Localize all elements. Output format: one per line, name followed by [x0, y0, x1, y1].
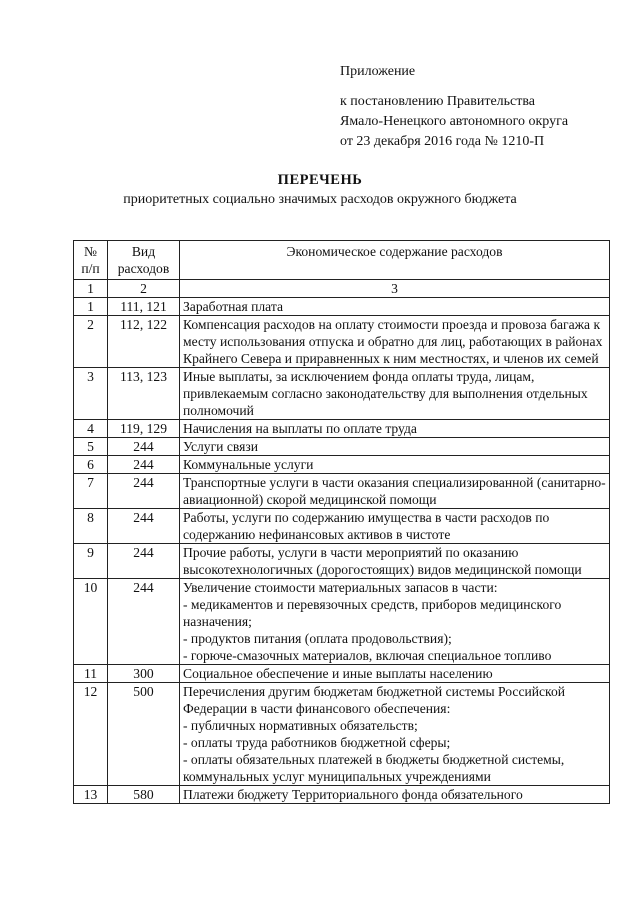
row-num: 1 [74, 298, 108, 316]
row-code: 244 [108, 438, 180, 456]
row-code: 580 [108, 786, 180, 804]
row-num: 3 [74, 368, 108, 420]
row-code: 244 [108, 474, 180, 509]
row-desc: Заработная плата [180, 298, 610, 316]
row-num: 11 [74, 665, 108, 683]
column-number-row [74, 280, 610, 298]
row-code: 112, 122 [108, 316, 180, 368]
appendix-line-2: Ямало-Ненецкого автономного округа [340, 114, 569, 129]
table-row [74, 509, 610, 544]
row-code: 244 [108, 579, 180, 665]
row-num: 2 [74, 316, 108, 368]
row-desc: Прочие работы, услуги в части мероприятий по оказанию высокотехнологичных (дорогостоящих) видов медицинской помощи [180, 544, 610, 579]
table-row [74, 368, 610, 420]
table-row [74, 438, 610, 456]
table-row [74, 665, 610, 683]
table-row [74, 316, 610, 368]
row-num: 5 [74, 438, 108, 456]
expenses-table [73, 240, 610, 804]
header-desc: Экономическое содержание расходов [180, 241, 610, 280]
table-row [74, 474, 610, 509]
table-row [74, 786, 610, 804]
row-desc: Транспортные услуги в части оказания специализированной (санитарно-авиационной) скорой медицинской помощи [180, 474, 610, 509]
row-code: 244 [108, 456, 180, 474]
row-desc: Платежи бюджету Территориального фонда обязательного [180, 786, 610, 804]
column-number: 2 [108, 280, 180, 298]
row-desc: Увеличение стоимости материальных запасов в части: - медикаментов и перевязочных средств, приборов медицинского назначения; - продуктов питания (оплата продовольствия); - горюче-смазочных материалов, включая специальное топливо [180, 579, 610, 665]
table-header-row [74, 241, 610, 280]
row-num: 12 [74, 683, 108, 786]
row-num: 7 [74, 474, 108, 509]
header-code: Вид расходов [108, 241, 180, 280]
table-row [74, 579, 610, 665]
document-title: ПЕРЕЧЕНЬ [277, 172, 363, 188]
row-desc: Коммунальные услуги [180, 456, 610, 474]
row-code: 113, 123 [108, 368, 180, 420]
row-code: 244 [108, 544, 180, 579]
column-number: 1 [74, 280, 108, 298]
table-row [74, 298, 610, 316]
document-subtitle: приоритетных социально значимых расходов окружного бюджета [123, 192, 517, 207]
row-code: 500 [108, 683, 180, 786]
row-desc: Компенсация расходов на оплату стоимости проезда и провоза багажа к месту использования отпуска и обратно для лиц, работающих в районах Крайнего Севера и приравненных к ним местностях, и членов их семей [180, 316, 610, 368]
row-code: 119, 129 [108, 420, 180, 438]
row-code: 244 [108, 509, 180, 544]
row-desc: Иные выплаты, за исключением фонда оплаты труда, лицам, привлекаемым согласно законодательству для выполнения отдельных полномочий [180, 368, 610, 420]
row-desc: Услуги связи [180, 438, 610, 456]
table-row [74, 456, 610, 474]
row-num: 4 [74, 420, 108, 438]
row-desc: Социальное обеспечение и иные выплаты населению [180, 665, 610, 683]
table-row [74, 420, 610, 438]
header-num: № п/п [74, 241, 108, 280]
row-code: 111, 121 [108, 298, 180, 316]
appendix-label: Приложение [340, 64, 416, 79]
appendix-block [340, 62, 568, 152]
column-number: 3 [180, 280, 610, 298]
row-num: 6 [74, 456, 108, 474]
appendix-line-3: от 23 декабря 2016 года № 1210-П [340, 134, 545, 149]
table-row [74, 544, 610, 579]
row-num: 13 [74, 786, 108, 804]
row-num: 8 [74, 509, 108, 544]
row-desc: Работы, услуги по содержанию имущества в части расходов по содержанию нефинансовых активов в чистоте [180, 509, 610, 544]
row-desc: Перечисления другим бюджетам бюджетной системы Российской Федерации в части финансового обеспечения: - публичных нормативных обязательств; - оплаты труда работников бюджетной сферы; - оплаты обязательных платежей в бюджеты бюджетной системы, коммунальных услуг муниципальных учреждениями [180, 683, 610, 786]
row-code: 300 [108, 665, 180, 683]
row-desc: Начисления на выплаты по оплате труда [180, 420, 610, 438]
row-num: 10 [74, 579, 108, 665]
appendix-line-1: к постановлению Правительства [340, 94, 536, 109]
table-row [74, 683, 610, 786]
row-num: 9 [74, 544, 108, 579]
